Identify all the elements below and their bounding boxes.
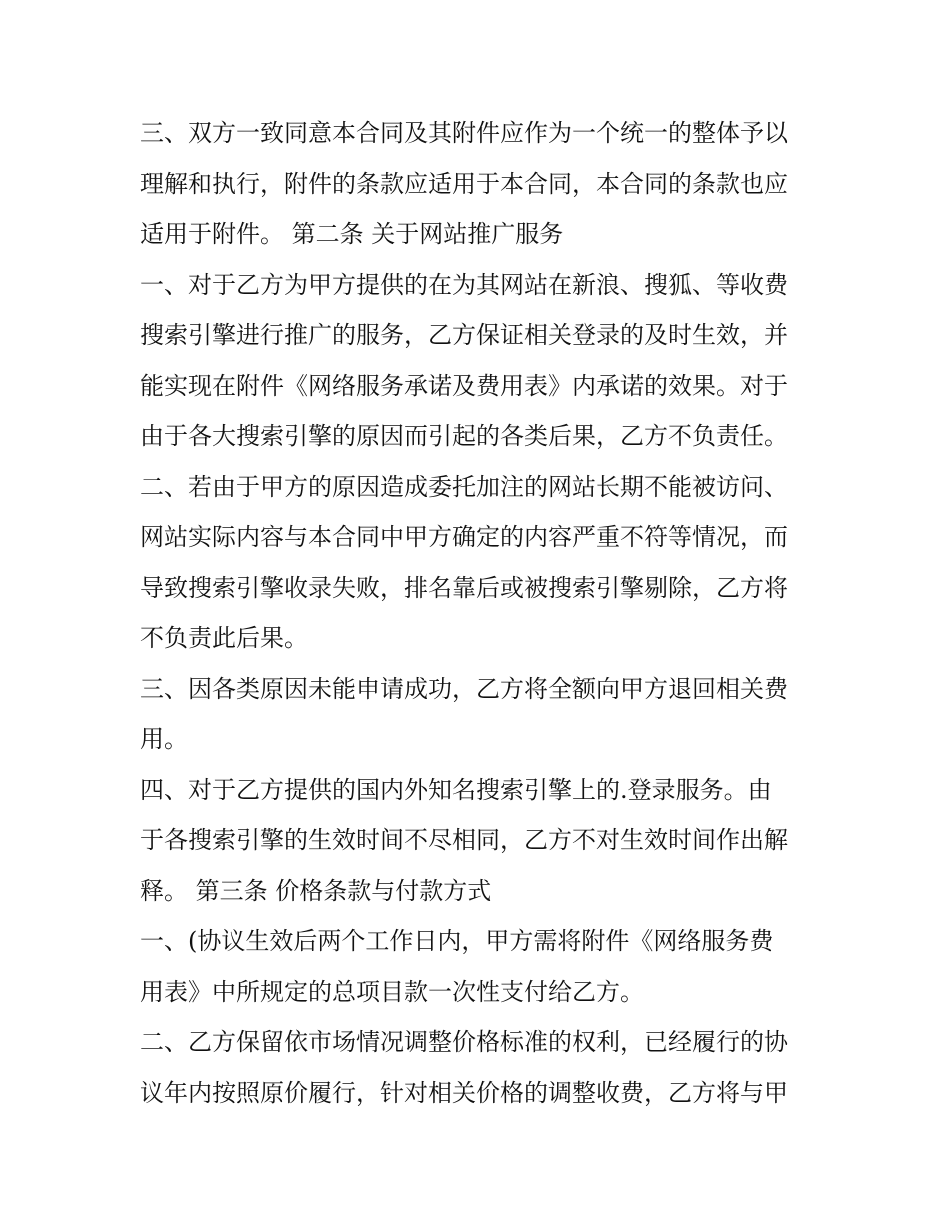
text-line: 用表》中所规定的总项目款一次性支付给乙方。: [140, 977, 644, 1006]
text-line: 由于各大搜索引擎的原因而引起的各类后果，乙方不负责任。: [140, 422, 788, 450]
text-line: 一、对于乙方为甲方提供的在为其网站在新浪、搜狐、等收费: [140, 270, 788, 299]
text-line: 三、因各类原因未能申请成功，乙方将全额向甲方退回相关费: [140, 674, 788, 703]
text-line: 能实现在附件《网络服务承诺及费用表》内承诺的效果。对于: [140, 371, 788, 400]
text-line: 四、对于乙方提供的国内外知名搜索引擎上的.登录服务。由: [140, 775, 772, 804]
text-line: 用。: [140, 725, 188, 753]
text-line: 理解和执行，附件的条款应适用于本合同，本合同的条款也应: [140, 169, 788, 198]
text-line: 网站实际内容与本合同中甲方确定的内容严重不符等情况，而: [140, 523, 788, 551]
text-line: 一、(协议生效后两个工作日内，甲方需将附件《网络服务费: [140, 927, 774, 955]
text-line: 释。 第三条 价格条款与付款方式: [140, 876, 492, 905]
text-line: 不负责此后果。: [140, 624, 308, 652]
text-line: 于各搜索引擎的生效时间不尽相同，乙方不对生效时间作出解: [140, 826, 788, 854]
text-line: 三、双方一致同意本合同及其附件应作为一个统一的整体予以: [140, 119, 788, 147]
contract-body-text: [140, 108, 820, 1118]
text-line: 二、乙方保留依市场情况调整价格标准的权利，已经履行的协: [140, 1028, 788, 1056]
text-line: 议年内按照原价履行，针对相关价格的调整收费，乙方将与甲: [140, 1078, 788, 1107]
text-line: 搜索引擎进行推广的服务，乙方保证相关登录的及时生效，并: [140, 321, 788, 349]
text-line: 适用于附件。 第二条 关于网站推广服务: [140, 220, 564, 248]
text-line: 二、若由于甲方的原因造成委托加注的网站长期不能被访问、: [140, 472, 788, 501]
text-line: 导致搜索引擎收录失败，排名靠后或被搜索引擎剔除，乙方将: [140, 573, 788, 602]
